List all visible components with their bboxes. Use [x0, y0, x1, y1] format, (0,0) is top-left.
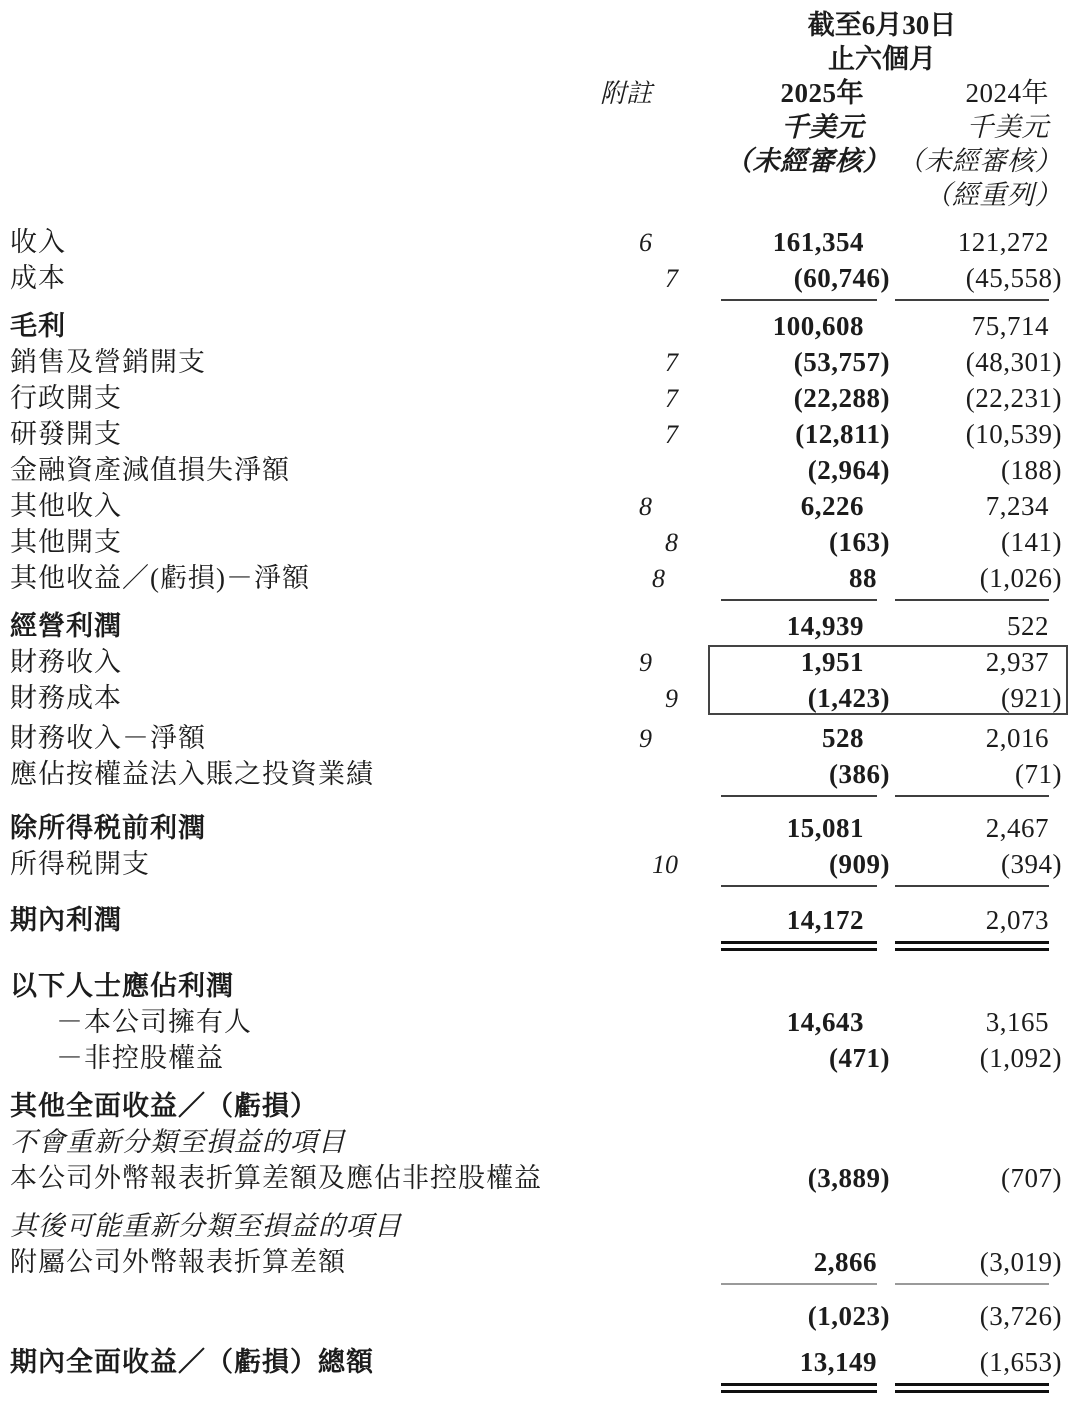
- value-2025: (12,811): [795, 419, 890, 449]
- value-2025: (3,889): [807, 1163, 890, 1193]
- value-2024: (1,092): [979, 1043, 1062, 1073]
- finance-income-costs-group: [10, 644, 1062, 716]
- rule-line: [721, 941, 877, 951]
- value-2025: 1,951: [800, 647, 864, 677]
- table-row: [10, 1208, 1062, 1244]
- value-2024: (10,539): [965, 419, 1062, 449]
- table-row: [10, 1298, 1062, 1334]
- table-row: [10, 1124, 1062, 1160]
- header-gap: [10, 212, 1062, 224]
- header-row: [10, 8, 1062, 42]
- row-label: 除所得税前利潤: [10, 813, 206, 843]
- note-ref: 10: [652, 850, 678, 879]
- note-ref: 7: [665, 264, 678, 293]
- table-row: [10, 308, 1062, 344]
- value-2025: (2,964): [807, 455, 890, 485]
- note-ref: 8: [639, 492, 652, 521]
- rule-line: [895, 941, 1049, 951]
- note-ref: 8: [652, 564, 665, 593]
- table-header: [10, 8, 1062, 212]
- single-rule: [10, 596, 1062, 608]
- note-ref: 9: [639, 724, 652, 753]
- rule-line: [721, 299, 877, 301]
- value-2024: (1,653): [979, 1347, 1062, 1377]
- value-2025: (1,423): [807, 683, 890, 713]
- value-2025: 13,149: [799, 1347, 877, 1377]
- spacer: [10, 956, 1062, 968]
- value-2025: (60,746): [793, 263, 890, 293]
- value-2025: 88: [849, 563, 877, 593]
- header-row: [10, 76, 1062, 110]
- rule-line: [895, 299, 1049, 301]
- year-2024-header: 2024年: [965, 78, 1049, 108]
- value-2024: (45,558): [965, 263, 1062, 293]
- row-label: 附屬公司外幣報表折算差額: [10, 1247, 346, 1277]
- restated-2024-header: （經重列）: [924, 180, 1062, 210]
- table-row: [10, 452, 1062, 488]
- spacer: [10, 1196, 1062, 1208]
- period-title-line2: 止六個月: [828, 44, 936, 74]
- table-row: [10, 968, 1062, 1004]
- table-row: [10, 260, 1062, 296]
- value-2025: (909): [829, 849, 890, 879]
- value-2025: 528: [822, 723, 864, 753]
- row-label: 收入: [10, 227, 66, 257]
- row-label: 應佔按權益法入賬之投資業績: [10, 759, 374, 789]
- unit-2024-header: 千美元: [966, 112, 1049, 142]
- table-row: [10, 1244, 1062, 1280]
- row-label: 其他收入: [10, 491, 122, 521]
- row-label: 其他全面收益／（虧損）: [10, 1091, 318, 1121]
- row-label: 銷售及營銷開支: [10, 347, 206, 377]
- rule-line: [721, 1283, 877, 1285]
- table-row: [10, 224, 1062, 260]
- note-ref: 6: [639, 228, 652, 257]
- table-row: [10, 810, 1062, 846]
- value-2024: (22,231): [965, 383, 1062, 413]
- note-ref: 7: [665, 384, 678, 413]
- value-2024: 2,467: [985, 813, 1049, 843]
- row-label: 其後可能重新分類至損益的項目: [10, 1211, 402, 1241]
- rule-line: [721, 599, 877, 601]
- value-2024: (3,019): [979, 1247, 1062, 1277]
- row-label: 財務收入－淨額: [10, 723, 206, 753]
- audit-2024-header: （未經審核）: [897, 146, 1062, 176]
- table-row: [10, 608, 1062, 644]
- note-ref: 7: [665, 420, 678, 449]
- note-column-header: 附註: [599, 79, 652, 108]
- single-rule: [10, 296, 1062, 308]
- table-row: [10, 380, 1062, 416]
- header-row: [10, 110, 1062, 144]
- note-ref: 9: [639, 648, 652, 677]
- single-rule: [10, 1280, 1062, 1292]
- row-label: 期內利潤: [10, 905, 122, 935]
- rule-line: [895, 1283, 1049, 1285]
- row-label: －本公司擁有人: [56, 1007, 252, 1037]
- value-2024: 75,714: [971, 311, 1049, 341]
- single-rule: [10, 792, 1062, 804]
- rule-line: [895, 795, 1049, 797]
- unit-2025-header: 千美元: [781, 112, 864, 142]
- table-row: [10, 416, 1062, 452]
- rule-line: [895, 1383, 1049, 1393]
- note-ref: 9: [665, 684, 678, 713]
- table-body: [10, 224, 1062, 1398]
- note-ref: 7: [665, 348, 678, 377]
- value-2025: 14,939: [786, 611, 864, 641]
- row-label: 本公司外幣報表折算差額及應佔非控股權益: [10, 1163, 542, 1193]
- table-row: [10, 756, 1062, 792]
- value-2024: 3,165: [985, 1007, 1049, 1037]
- table-row: [10, 488, 1062, 524]
- value-2025: 2,866: [813, 1247, 877, 1277]
- value-2024: (141): [1001, 527, 1062, 557]
- row-label: 行政開支: [10, 383, 122, 413]
- row-label: 毛利: [10, 311, 66, 341]
- table-row: [10, 902, 1062, 938]
- spacer: [10, 1334, 1062, 1344]
- value-2025: 6,226: [800, 491, 864, 521]
- value-2025: 161,354: [772, 227, 864, 257]
- rule-line: [721, 885, 877, 887]
- rule-line: [721, 1383, 877, 1393]
- spacer: [10, 1076, 1062, 1088]
- value-2024: (707): [1001, 1163, 1062, 1193]
- row-label: 財務成本: [10, 683, 122, 713]
- table-row: [10, 644, 1062, 680]
- spacer: [10, 894, 1062, 902]
- value-2025: 14,643: [786, 1007, 864, 1037]
- period-title-line1: 截至6月30日: [807, 10, 957, 40]
- value-2024: (1,026): [979, 563, 1062, 593]
- value-2025: 100,608: [772, 311, 864, 341]
- header-row: [10, 42, 1062, 76]
- year-2025-header: 2025年: [780, 78, 864, 108]
- value-2025: (1,023): [807, 1301, 890, 1331]
- value-2024: 121,272: [957, 227, 1049, 257]
- table-row: [10, 560, 1062, 596]
- row-label: 不會重新分類至損益的項目: [10, 1127, 346, 1157]
- rule-line: [895, 599, 1049, 601]
- value-2024: 2,016: [985, 723, 1049, 753]
- rule-line: [895, 885, 1049, 887]
- row-label: 金融資產減值損失淨額: [10, 455, 290, 485]
- table-row: [10, 1160, 1062, 1196]
- row-label: 其他收益／(虧損)－淨額: [10, 563, 310, 593]
- table-row: [10, 1004, 1062, 1040]
- value-2024: (188): [1001, 455, 1062, 485]
- double-rule: [10, 1380, 1062, 1398]
- table-row: [10, 846, 1062, 882]
- single-rule: [10, 882, 1062, 894]
- audit-2025-header: （未經審核）: [725, 146, 890, 176]
- value-2024: 522: [1007, 611, 1049, 641]
- value-2025: (22,288): [793, 383, 890, 413]
- double-rule: [10, 938, 1062, 956]
- rule-line: [721, 795, 877, 797]
- row-label: 成本: [10, 263, 66, 293]
- table-row: [10, 524, 1062, 560]
- row-label: 研發開支: [10, 419, 122, 449]
- row-label: －非控股權益: [56, 1043, 224, 1073]
- header-row: [10, 144, 1062, 178]
- header-row: [10, 178, 1062, 212]
- value-2024: (48,301): [965, 347, 1062, 377]
- table-row: [10, 1088, 1062, 1124]
- row-label: 其他開支: [10, 527, 122, 557]
- value-2025: (53,757): [793, 347, 890, 377]
- row-label: 期內全面收益／（虧損）總額: [10, 1347, 374, 1377]
- table-row: [10, 720, 1062, 756]
- value-2024: (394): [1001, 849, 1062, 879]
- table-row: [10, 1040, 1062, 1076]
- value-2024: 2,073: [985, 905, 1049, 935]
- value-2024: 7,234: [985, 491, 1049, 521]
- value-2024: (71): [1015, 759, 1062, 789]
- row-label: 經營利潤: [10, 611, 122, 641]
- row-label: 財務收入: [10, 647, 122, 677]
- value-2024: 2,937: [985, 647, 1049, 677]
- row-label: 以下人士應佔利潤: [10, 971, 234, 1001]
- table-row: [10, 344, 1062, 380]
- value-2025: (386): [829, 759, 890, 789]
- table-row: [10, 1344, 1062, 1380]
- table-row: [10, 680, 1062, 716]
- value-2025: 15,081: [786, 813, 864, 843]
- row-label: 所得税開支: [10, 849, 150, 879]
- value-2025: 14,172: [786, 905, 864, 935]
- value-2024: (3,726): [979, 1301, 1062, 1331]
- value-2024: (921): [1001, 683, 1062, 713]
- value-2025: (471): [829, 1043, 890, 1073]
- value-2025: (163): [829, 527, 890, 557]
- note-ref: 8: [665, 528, 678, 557]
